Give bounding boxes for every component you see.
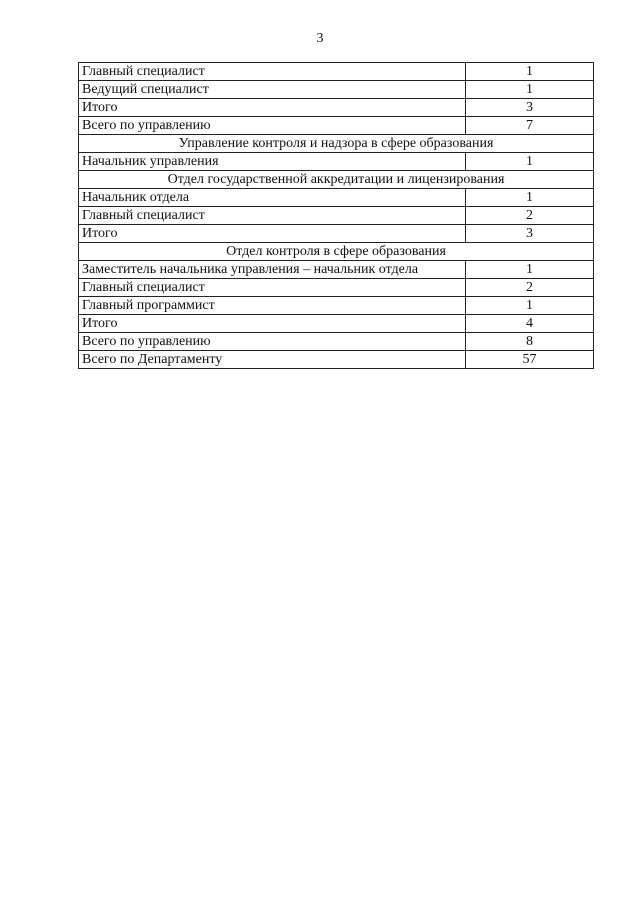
table-row — [79, 99, 594, 117]
subtotal-count: 4 — [466, 315, 594, 333]
position-name: Главный программист — [79, 297, 466, 315]
table-row — [79, 153, 594, 171]
position-count: 1 — [466, 153, 594, 171]
section-header-row — [79, 171, 594, 189]
table-row — [79, 81, 594, 99]
table-row — [79, 225, 594, 243]
total-count: 8 — [466, 333, 594, 351]
subtotal-label: Итого — [79, 225, 466, 243]
section-header-row — [79, 135, 594, 153]
page-number: 3 — [316, 31, 324, 46]
position-name: Заместитель начальника управления – начальник отдела — [79, 261, 466, 279]
position-name: Начальник отдела — [79, 189, 466, 207]
section-title: Управление контроля и надзора в сфере образования — [79, 135, 594, 153]
position-count: 1 — [466, 81, 594, 99]
table-row — [79, 207, 594, 225]
position-count: 2 — [466, 279, 594, 297]
section-header-row — [79, 243, 594, 261]
total-label: Всего по управлению — [79, 333, 466, 351]
subtotal-count: 3 — [466, 225, 594, 243]
grand-total-label: Всего по Департаменту — [79, 351, 466, 369]
position-name: Начальник управления — [79, 153, 466, 171]
position-count: 1 — [466, 297, 594, 315]
total-count: 7 — [466, 117, 594, 135]
table-row — [79, 189, 594, 207]
position-count: 1 — [466, 63, 594, 81]
table-row — [79, 297, 594, 315]
position-count: 2 — [466, 207, 594, 225]
position-count: 1 — [466, 261, 594, 279]
table-row — [79, 333, 594, 351]
table-row — [79, 117, 594, 135]
staffing-table — [78, 62, 594, 369]
grand-total-count: 57 — [466, 351, 594, 369]
position-name: Главный специалист — [79, 279, 466, 297]
total-label: Всего по управлению — [79, 117, 466, 135]
table-row — [79, 279, 594, 297]
position-count: 1 — [466, 189, 594, 207]
subtotal-label: Итого — [79, 315, 466, 333]
position-name: Ведущий специалист — [79, 81, 466, 99]
table-row — [79, 315, 594, 333]
subtotal-count: 3 — [466, 99, 594, 117]
table-row — [79, 351, 594, 369]
subtotal-label: Итого — [79, 99, 466, 117]
section-title: Отдел контроля в сфере образования — [79, 243, 594, 261]
table-row — [79, 261, 594, 279]
position-name: Главный специалист — [79, 63, 466, 81]
table-row — [79, 63, 594, 81]
position-name: Главный специалист — [79, 207, 466, 225]
section-title: Отдел государственной аккредитации и лицензирования — [79, 171, 594, 189]
